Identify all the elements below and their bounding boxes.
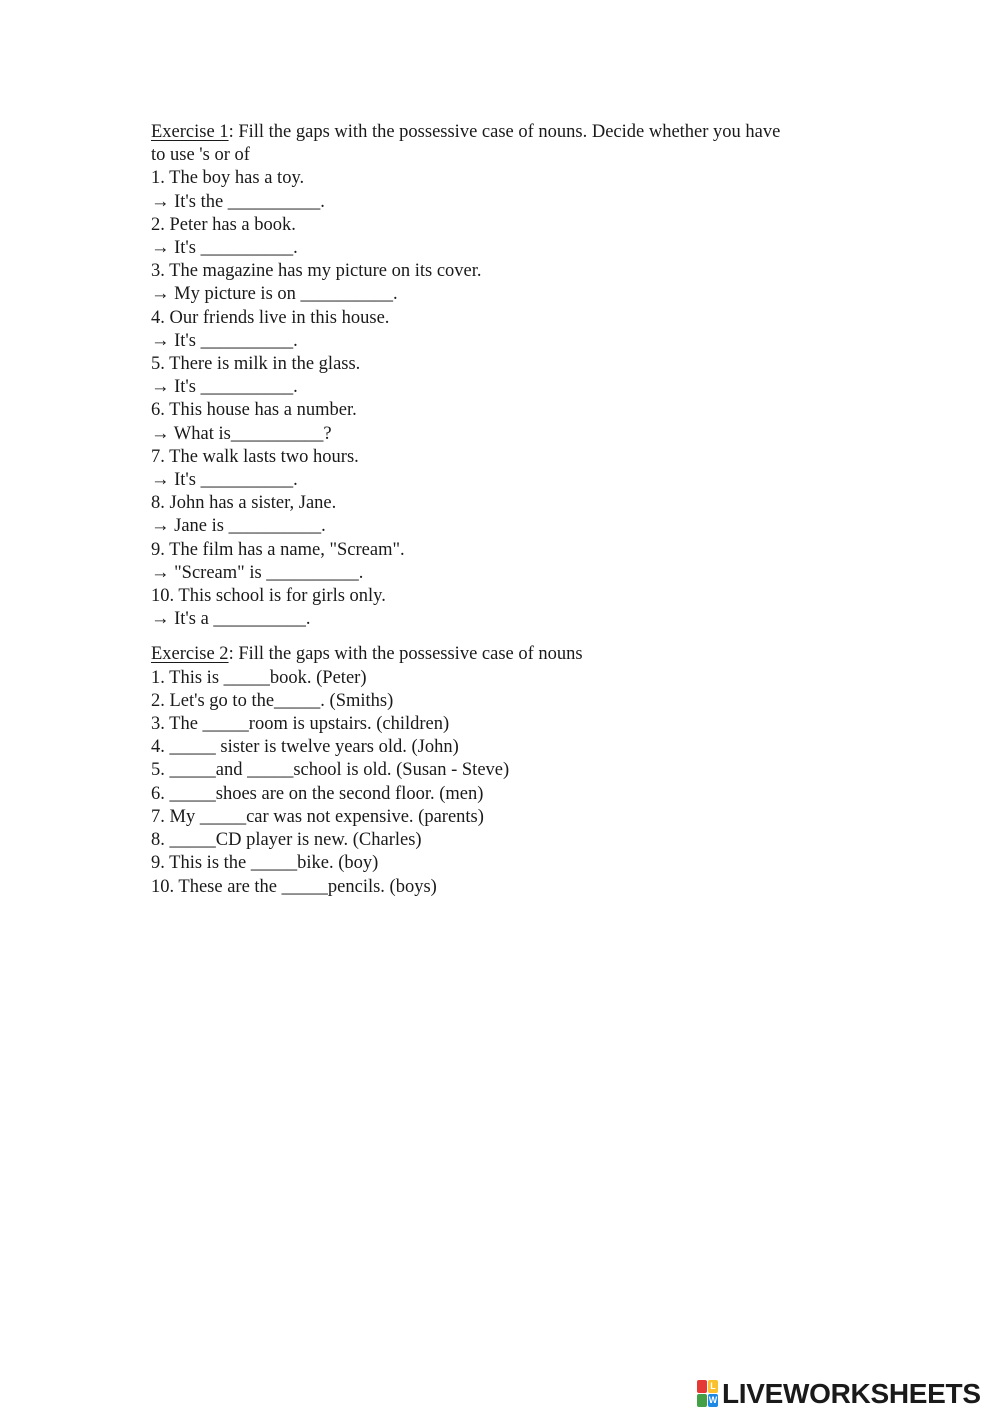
exercise-2-heading <box>151 643 851 666</box>
exercise-1-line-3: 2. Peter has a book. <box>151 214 296 235</box>
liveworksheets-logo <box>697 1378 981 1410</box>
exercise-2-item-2: 2. Let's go to the_____. (Smiths) <box>151 690 394 711</box>
exercise-1-label: Exercise 1 <box>151 122 229 142</box>
exercise-2-item-10: 10. These are the _____pencils. (boys) <box>151 876 437 897</box>
exercise-1-line-20: → It's a __________. <box>151 609 311 630</box>
exercise-2-item-3: 3. The _____room is upstairs. (children) <box>151 714 450 735</box>
exercise-1-line-8: → It's __________. <box>151 330 298 351</box>
logo-tile-blue: W <box>708 1395 718 1405</box>
exercise-2-item-4: 4. _____ sister is twelve years old. (John) <box>151 737 459 758</box>
exercise-1-line-18: → "Scream" is __________. <box>151 562 364 583</box>
logo-tile-red <box>697 1380 707 1393</box>
exercise-1-instruction-continued: to use 's or of <box>151 145 250 166</box>
logo-tile-green <box>697 1394 707 1407</box>
exercise-1-line-17: 9. The film has a name, "Scream". <box>151 539 405 560</box>
exercise-1-instruction: : Fill the gaps with the possessive case of nouns. Decide whether you have <box>228 122 781 142</box>
exercise-1-line-14: → It's __________. <box>151 470 298 491</box>
exercise-1-items <box>151 167 851 631</box>
exercise-1-line-12: → What is__________? <box>151 423 332 444</box>
exercise-2-item-5: 5. _____and _____school is old. (Susan - Steve) <box>151 760 510 781</box>
liveworksheets-logo-text: LIVEWORKSHEETS <box>722 1378 981 1409</box>
exercise-1-line-4: → It's __________. <box>151 238 298 259</box>
exercise-2-item-9: 9. This is the _____bike. (boy) <box>151 853 379 874</box>
liveworksheets-logo-icon <box>697 1380 719 1408</box>
exercise-1-line-10: → It's __________. <box>151 377 298 398</box>
exercise-1-line-9: 5. There is milk in the glass. <box>151 354 361 375</box>
exercise-2-item-6: 6. _____shoes are on the second floor. (men) <box>151 783 484 804</box>
exercise-1-line-15: 8. John has a sister, Jane. <box>151 493 337 514</box>
exercise-1-line-11: 6. This house has a number. <box>151 400 357 421</box>
exercise-2-label: Exercise 2 <box>151 644 229 665</box>
exercise-1-line-2: → It's the __________. <box>151 191 325 212</box>
exercise-1-line-6: → My picture is on __________. <box>151 284 398 305</box>
exercise-1-line-16: → Jane is __________. <box>151 516 326 537</box>
exercise-2-item-1: 1. This is _____book. (Peter) <box>151 667 367 688</box>
exercise-2-item-7: 7. My _____car was not expensive. (parents) <box>151 806 484 827</box>
worksheet <box>151 121 851 899</box>
exercise-1-line-1: 1. The boy has a toy. <box>151 168 305 189</box>
exercise-2-item-8: 8. _____CD player is new. (Charles) <box>151 830 422 851</box>
exercise-1-line-7: 4. Our friends live in this house. <box>151 307 390 328</box>
exercise-1-line-19: 10. This school is for girls only. <box>151 586 386 607</box>
exercise-1-line-5: 3. The magazine has my picture on its cover. <box>151 261 482 282</box>
exercise-1-heading <box>151 121 851 144</box>
exercise-1-line-13: 7. The walk lasts two hours. <box>151 446 359 467</box>
exercise-2-items <box>151 667 851 899</box>
exercise-2-instruction: : Fill the gaps with the possessive case of nouns <box>228 644 583 665</box>
logo-tile-yellow: L <box>708 1380 718 1393</box>
